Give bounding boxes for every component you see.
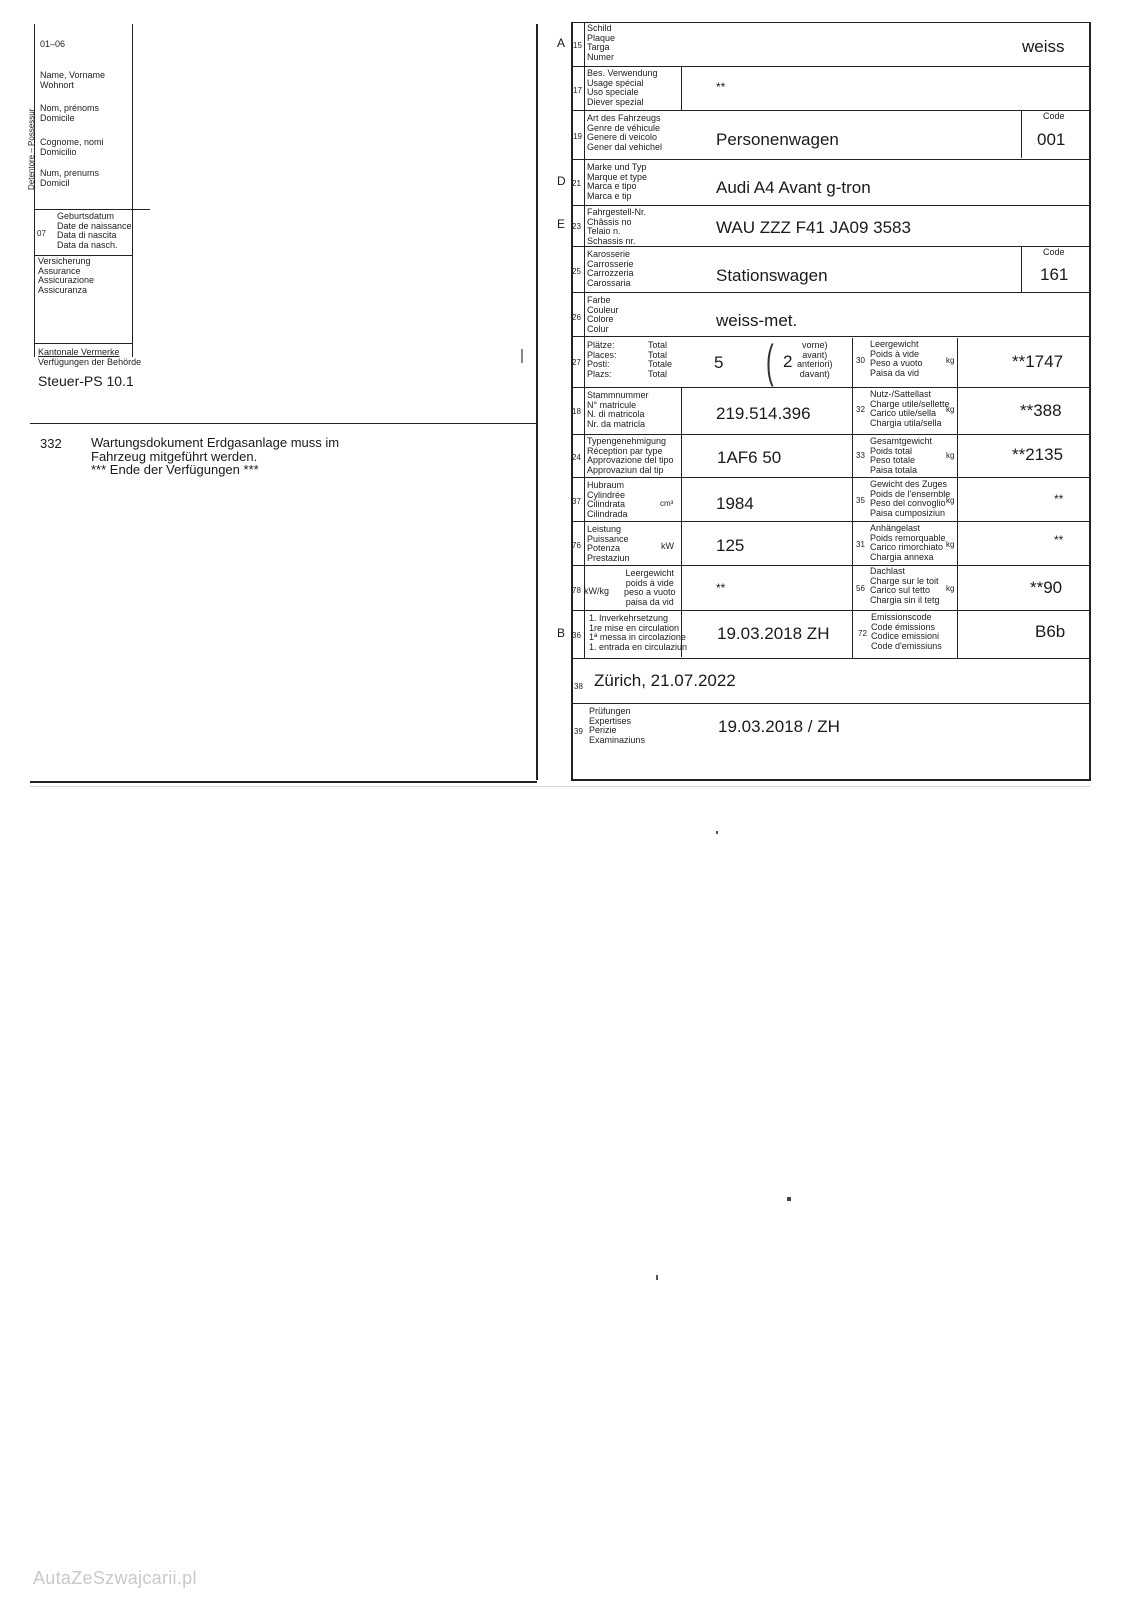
field-number-27: 27 xyxy=(572,358,581,367)
body-value: Stationswagen xyxy=(716,266,828,285)
field-number-38: 38 xyxy=(574,682,583,691)
trailer-load-labels: Anhängelast Poids remorquable Carico rimorchiato Chargia annexa xyxy=(870,523,946,562)
total-weight-unit: kg xyxy=(946,451,955,460)
field-number-37: 37 xyxy=(572,497,581,506)
first-registration-labels: 1. Inverkehrsetzung 1re mise en circulation 1ª messa in circolazione 1. entrada en circulaziun xyxy=(589,613,688,652)
field-number-36: 36 xyxy=(572,631,581,640)
seats-total-labels: Total Total Totale Total xyxy=(648,340,673,379)
seats-bracket: ( xyxy=(766,335,774,387)
vehicle-type-code: 001 xyxy=(1037,130,1066,149)
displacement-value: 1984 xyxy=(716,494,754,513)
steuer-ps: Steuer-PS 10.1 xyxy=(38,373,134,389)
seats-labels: Plätze: Places: Posti: Plazs: xyxy=(587,340,617,379)
empty-weight-value: **1747 xyxy=(1012,352,1064,371)
field-number-24: 24 xyxy=(572,453,581,462)
color-value: weiss-met. xyxy=(716,311,798,330)
section-letter-a: A xyxy=(557,36,566,50)
remarks-code: 332 xyxy=(40,436,62,451)
body-labels: Karosserie Carrosserie Carrozzeria Carossaria xyxy=(587,249,634,288)
field-number-25: 25 xyxy=(572,267,581,276)
field-number-23: 23 xyxy=(572,222,581,231)
plate-value: weiss xyxy=(1022,37,1065,56)
inspections-value: 19.03.2018 / ZH xyxy=(718,717,840,736)
field-number-56: 56 xyxy=(856,584,865,593)
seats-value: 5 xyxy=(714,353,724,372)
total-weight-value: **2135 xyxy=(1012,445,1064,464)
field-number-17: 17 xyxy=(573,86,582,95)
body-code-label: Code xyxy=(1043,247,1065,257)
field-number-32: 32 xyxy=(856,405,865,414)
field-number-39: 39 xyxy=(574,727,583,736)
make-labels: Marke und Typ Marque et type Marca e tipo Marca e tip xyxy=(587,162,648,201)
plate-labels: Schild Plaque Targa Numer xyxy=(587,23,616,62)
remarks-text: Wartungsdokument Erdgasanlage muss im Fahrzeug mitgeführt werden. *** Ende der Verfügungen *** xyxy=(91,435,340,477)
code-range: 01–06 xyxy=(40,39,66,49)
field-number-35: 35 xyxy=(856,496,865,505)
seats-front-value: 2 xyxy=(783,352,793,371)
field-number-33: 33 xyxy=(856,451,865,460)
payload-labels: Nutz-/Sattellast Charge utile/sellette Carico utile/sella Chargia utila/sella xyxy=(870,389,950,428)
watermark: AutaZeSzwajcarii.pl xyxy=(33,1568,197,1588)
type-approval-labels: Typengenehmigung Réception par type Approvazione del tipo Approvaziun dal tip xyxy=(587,436,674,475)
body-code: 161 xyxy=(1040,265,1069,284)
total-weight-labels: Gesamtgewicht Poids total Peso totale Paisa totala xyxy=(870,436,933,475)
kw-kg-value: ** xyxy=(716,581,726,595)
holder-name-it: Cognome, nomi Domicilio xyxy=(40,137,104,157)
field-number-31: 31 xyxy=(856,540,865,549)
train-weight-value: ** xyxy=(1054,492,1064,506)
field-number-21: 21 xyxy=(572,179,581,188)
matricule-labels: Stammnummer N° matricule N. di matricola Nr. da matricla xyxy=(587,390,649,429)
field-number-18: 18 xyxy=(572,407,581,416)
field-number-72: 72 xyxy=(858,629,867,638)
cantonal-remarks-labels: Kantonale Vermerke Verfügungen der Behörde xyxy=(38,347,142,367)
inspections-labels: Prüfungen Expertises Perizie Examinaziuns xyxy=(589,706,646,745)
vehicle-type-code-label: Code xyxy=(1043,111,1065,121)
birth-number: 07 xyxy=(37,229,46,238)
train-weight-unit: kg xyxy=(946,496,955,505)
vehicle-type-labels: Art des Fahrzeugs Genre de véhicule Genere di veicolo Gener dal vehichel xyxy=(587,113,663,152)
field-number-78: 78 xyxy=(572,586,581,595)
usage-labels: Bes. Verwendung Usage spécial Uso speciale Diever spezial xyxy=(587,68,658,107)
field-number-76: 76 xyxy=(572,541,581,550)
type-approval-value: 1AF6 50 xyxy=(717,448,782,467)
holder-vertical-label: Detentore – Possessur xyxy=(27,108,36,190)
chassis-labels: Fahrgestell-Nr. Châssis no Telaio n. Schassis nr. xyxy=(587,207,647,246)
trailer-load-value: ** xyxy=(1054,533,1064,547)
roof-load-unit: kg xyxy=(946,584,955,593)
field-number-26: 26 xyxy=(572,313,581,322)
emission-labels: Emissionscode Code émissions Codice emissioni Code d'emissiuns xyxy=(871,612,942,651)
seats-front-labels: vorne) avant) anteriori) davant) xyxy=(797,340,833,379)
birth-date-labels: Geburtsdatum Date de naissance Data di nascita Data da nasch. xyxy=(57,211,132,250)
color-labels: Farbe Couleur Colore Colur xyxy=(587,295,619,334)
first-registration-value: 19.03.2018 ZH xyxy=(717,624,830,643)
roof-load-labels: Dachlast Charge sur le toit Carico sul tetto Chargia sin il tetg xyxy=(870,566,940,605)
payload-unit: kg xyxy=(946,405,955,414)
place-date-value: Zürich, 21.07.2022 xyxy=(594,671,736,690)
chassis-value: WAU ZZZ F41 JA09 3583 xyxy=(716,218,911,237)
payload-value: **388 xyxy=(1020,401,1062,420)
power-unit: kW xyxy=(661,541,674,551)
kw-kg-unit: kW/kg xyxy=(584,586,610,596)
trailer-load-unit: kg xyxy=(946,540,955,549)
field-number-19: 19 xyxy=(573,132,582,141)
make-value: Audi A4 Avant g-tron xyxy=(716,178,871,197)
power-value: 125 xyxy=(716,536,745,555)
insurance-labels: Versicherung Assurance Assicurazione Assicuranza xyxy=(38,256,95,295)
power-labels: Leistung Puissance Potenza Prestaziun xyxy=(587,524,630,563)
kw-kg-labels: Leergewicht poids à vide peso a vuoto paisa da vid xyxy=(624,568,676,607)
field-number-15: 15 xyxy=(573,41,582,50)
holder-name-fr: Nom, prénoms Domicile xyxy=(40,103,100,123)
usage-value: ** xyxy=(716,80,726,94)
roof-load-value: **90 xyxy=(1030,578,1063,597)
empty-weight-labels: Leergewicht Poids à vide Peso a vuoto Paisa da vid xyxy=(870,339,923,378)
matricule-value: 219.514.396 xyxy=(716,404,811,423)
empty-weight-unit: kg xyxy=(946,356,955,365)
holder-name-de: Name, Vorname Wohnort xyxy=(40,70,106,90)
displacement-unit: cm³ xyxy=(660,499,674,508)
emission-code-value: B6b xyxy=(1035,622,1066,641)
displacement-labels: Hubraum Cylindrée Cilindrata Cilindrada xyxy=(587,480,628,519)
train-weight-labels: Gewicht des Zuges Poids de l'ensemble Peso del convoglio Paisa cumposiziun xyxy=(870,479,951,518)
vehicle-type-value: Personenwagen xyxy=(716,130,839,149)
field-number-30: 30 xyxy=(856,356,865,365)
section-letter-d: D xyxy=(557,174,566,188)
holder-name-rm: Num, prenums Domicil xyxy=(40,168,100,188)
section-letter-e: E xyxy=(557,217,566,231)
section-letter-b: B xyxy=(557,626,566,640)
